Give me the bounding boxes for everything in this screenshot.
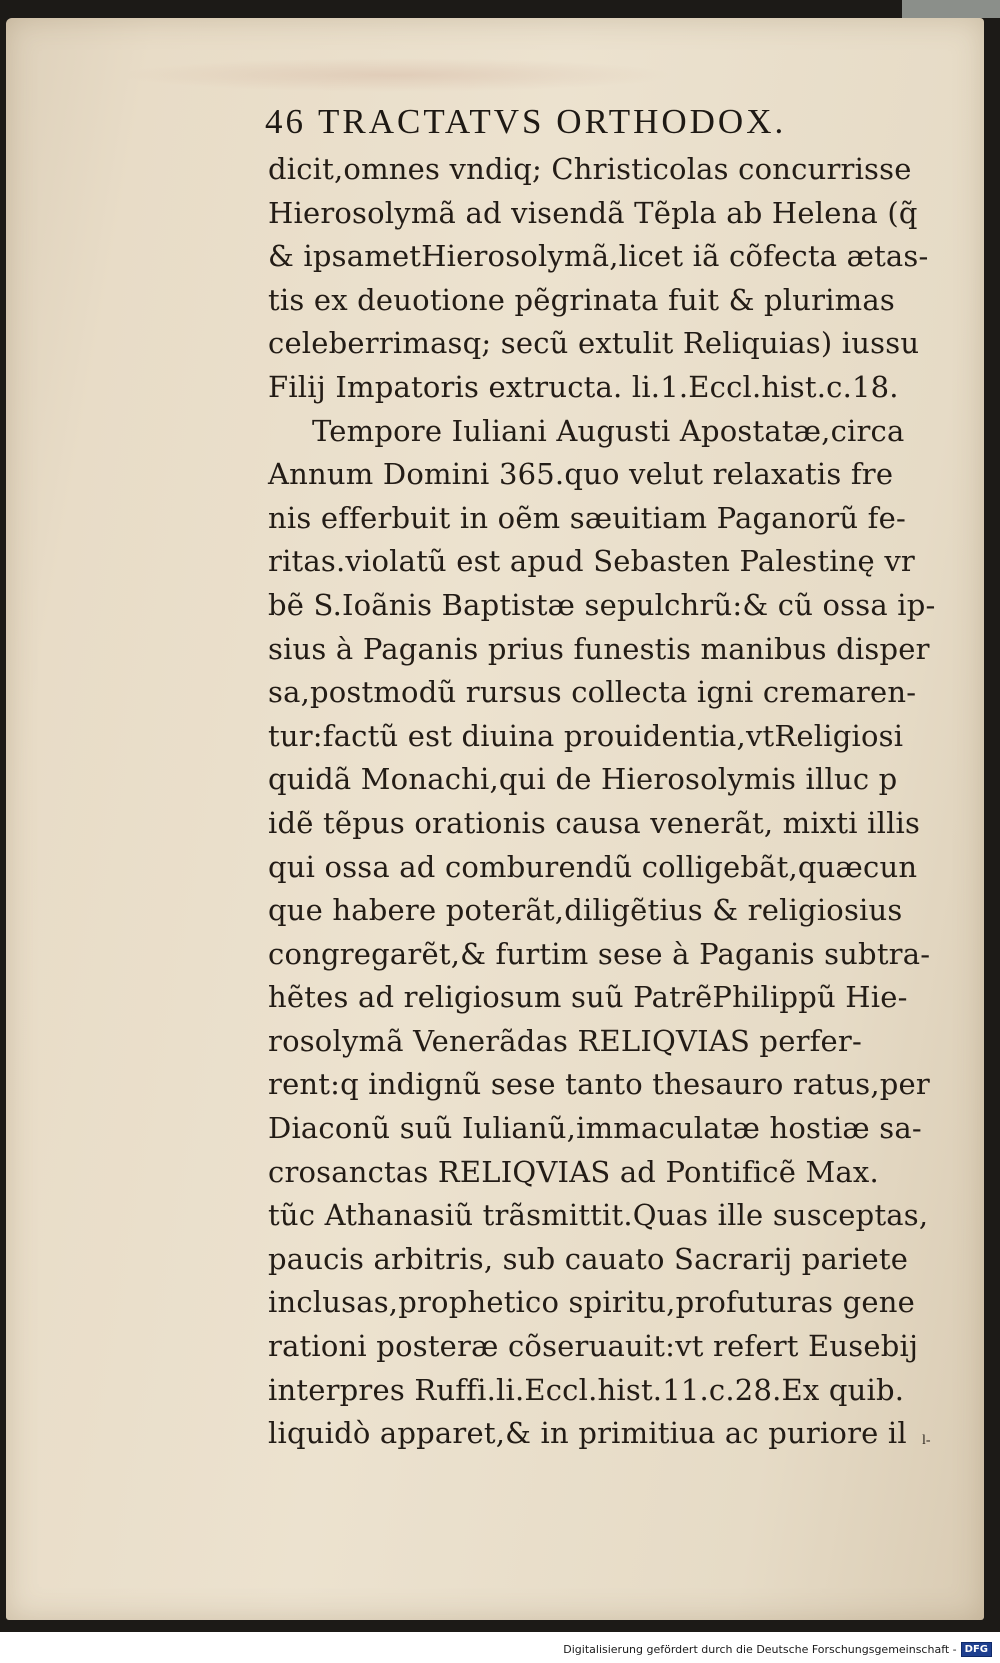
text-line: paucis arbitris, sub cauato Sacrarij pariete <box>268 1241 909 1276</box>
text-line: tis ex deuotione pẽgrinata fuit & plurimas <box>268 282 895 317</box>
running-head <box>265 102 786 142</box>
credit-text: Digitalisierung gefördert durch die Deutsche Forschungsgemeinschaft - <box>563 1643 957 1656</box>
catchword: l- <box>922 1433 931 1448</box>
text-line: qui ossa ad comburendũ colligebãt,quæcun <box>268 849 918 884</box>
text-line: Hierosolymã ad visendã Tẽpla ab Helena (q̃ <box>268 195 918 230</box>
text-line: Filij Impatoris extructa. li.1.Eccl.hist.c.18. <box>268 369 899 404</box>
text-line: nis efferbuit in oẽm sæuitiam Paganorũ fe- <box>268 500 906 535</box>
running-title: TRACTATVS ORTHODOX. <box>318 102 787 141</box>
paper-stain <box>116 58 676 92</box>
text-line: Tempore Iuliani Augusti Apostatæ,circa <box>312 413 905 448</box>
text-line: crosanctas RELIQVIAS ad Pontificẽ Max. <box>268 1154 879 1189</box>
text-line: sa,postmodũ rursus collecta igni cremaren- <box>268 675 917 710</box>
text-line: interpres Ruffi.li.Eccl.hist.11.c.28.Ex quib. <box>268 1372 905 1407</box>
text-line: celeberrimasq; secũ extulit Reliquias) iussu <box>268 326 920 361</box>
text-line: tur:factũ est diuina prouidentia,vtReligiosi <box>268 718 904 753</box>
text-line: rationi posteræ cõseruauit:vt refert Eusebij <box>268 1329 919 1364</box>
text-line: inclusas,prophetico spiritu,profuturas gene <box>268 1285 916 1320</box>
text-line: hẽtes ad religiosum suũ PatrẽPhilippũ Hie- <box>268 980 908 1015</box>
page-number: 46 <box>265 102 306 141</box>
text-line: congregarẽt,& furtim sese à Paganis subtra- <box>268 936 931 971</box>
text-line: rent:q indignũ sese tanto thesauro ratus,per <box>268 1067 930 1102</box>
dfg-logo: DFG <box>961 1642 992 1657</box>
text-line: ritas.violatũ est apud Sebasten Palestinę vr <box>268 544 915 579</box>
text-line: bẽ S.Ioãnis Baptistæ sepulchrũ:& cũ ossa ip- <box>268 587 936 622</box>
text-line: que habere poterãt,diligẽtius & religiosius <box>268 893 903 928</box>
text-line: sius à Paganis prius funestis manibus disper <box>268 631 930 666</box>
text-line: Diaconũ suũ Iulianũ,immaculatæ hostiæ sa- <box>268 1111 922 1146</box>
text-line: idẽ tẽpus orationis causa venerãt, mixti illis <box>268 805 921 840</box>
scanner-edge <box>902 0 1000 18</box>
text-line: quidã Monachi,qui de Hierosolymis illuc p <box>268 762 898 797</box>
digitization-credit <box>563 1642 992 1657</box>
text-line: dicit,omnes vndiq; Christicolas concurrisse <box>268 152 912 186</box>
text-line: Annum Domini 365.quo velut relaxatis fre <box>268 457 894 492</box>
text-line: tũc Athanasiũ trãsmittit.Quas ille susceptas, <box>268 1198 929 1233</box>
text-line: & ipsametHierosolymã,licet iã cõfecta ætas- <box>268 239 929 274</box>
text-line: rosolymã Venerãdas RELIQVIAS perfer- <box>268 1023 862 1058</box>
text-line: liquidò apparet,& in primitiua ac puriore il <box>268 1416 907 1451</box>
body-text <box>268 148 958 1456</box>
